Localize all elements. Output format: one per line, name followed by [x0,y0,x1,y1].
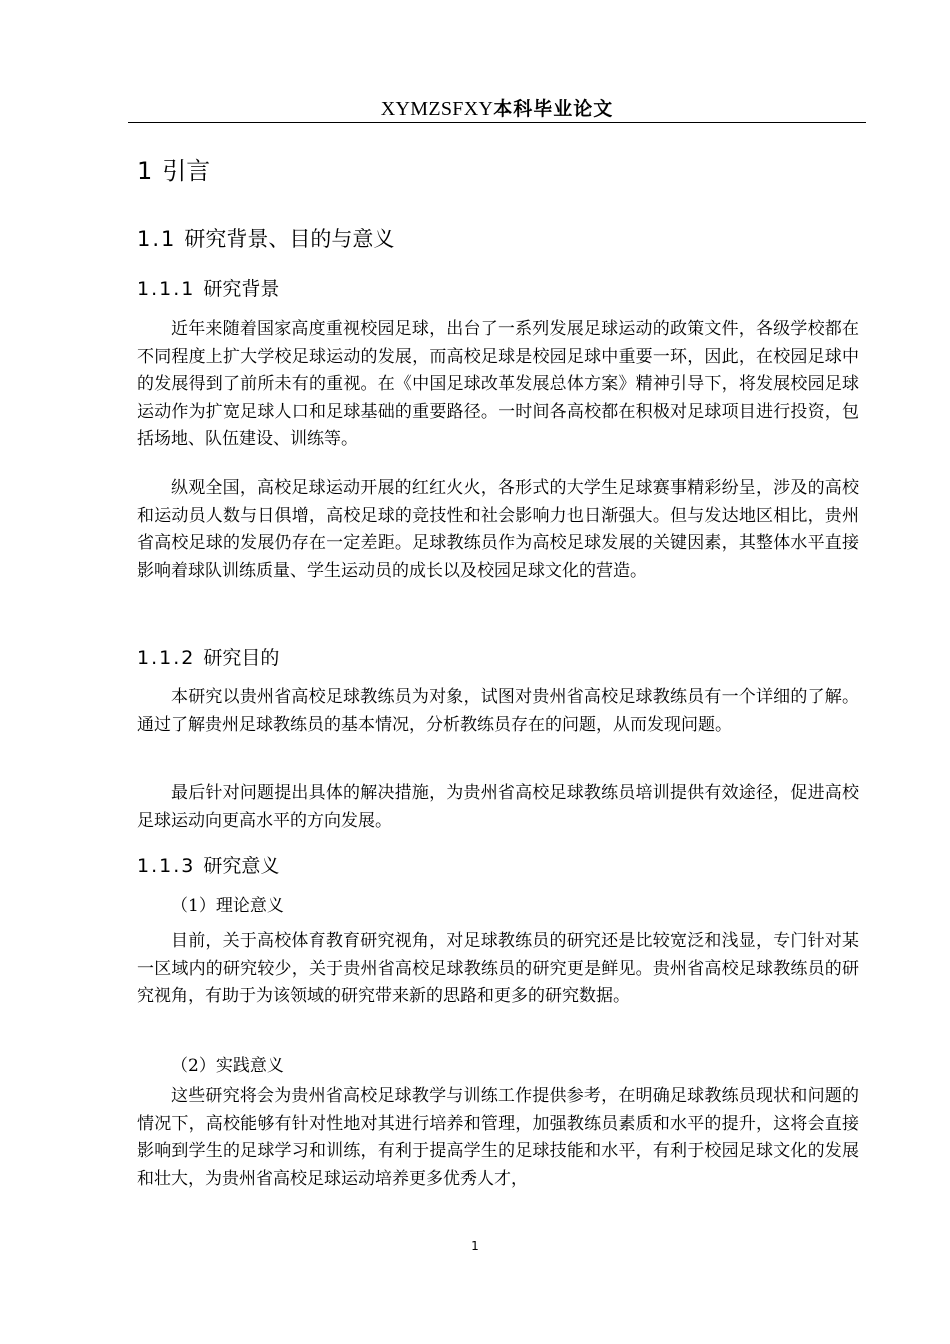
subsection-number: 1.1.2 [137,647,196,669]
subsection-heading-significance [137,853,279,879]
header-title-latin: XYMZSFXY [380,98,494,120]
chapter-title: 引言 [162,157,211,185]
header-rule [128,122,866,123]
practice-label: （2）实践意义 [171,1056,284,1076]
subsection-heading-background [137,276,279,302]
subsection-number: 1.1.1 [137,278,196,300]
header-title-cn: 本科毕业论文 [493,98,614,120]
chapter-heading [137,156,210,186]
paragraph: 近年来随着国家高度重视校园足球，出台了一系列发展足球运动的政策文件，各级学校都在不同程度上扩大学校足球运动的发展，而高校足球是校园足球中重要一环，因此，在校园足球中的发展得到了前所未有的重视。在《中国足球改革发展总体方案》精神引导下，将发展校园足球运动作为扩宽足球人口和足球基础的重要路径。一时间各高校都在积极对足球项目进行投资，包括场地、队伍建设、训练等。 [137,319,859,449]
subsection-title: 研究背景 [203,278,280,300]
section-heading [137,225,394,253]
paragraph: 这些研究将会为贵州省高校足球教学与训练工作提供参考，在明确足球教练员现状和问题的情况下，高校能够有针对性地对其进行培养和管理，加强教练员素质和水平的提升，这将会直接影响到学生的足球学习和训练，有利于提高学生的足球技能和水平，有利于校园足球文化的发展和壮大，为贵州省高校足球运动培养更多优秀人才， [137,1086,859,1189]
subsection-heading-purpose [137,645,279,671]
chapter-number: 1 [137,157,155,185]
paragraph: 最后针对问题提出具体的解决措施，为贵州省高校足球教练员培训提供有效途径，促进高校足球运动向更高水平的方向发展。 [137,783,859,831]
subsection-number: 1.1.3 [137,855,196,877]
paragraph: 本研究以贵州省高校足球教练员为对象，试图对贵州省高校足球教练员有一个详细的了解。通过了解贵州足球教练员的基本情况，分析教练员存在的问题，从而发现问题。 [137,687,859,735]
paragraph: 纵观全国，高校足球运动开展的红红火火，各形式的大学生足球赛事精彩纷呈，涉及的高校和运动员人数与日俱增，高校足球的竞技性和社会影响力也日渐强大。但与发达地区相比，贵州省高校足球的发展仍存在一定差距。足球教练员作为高校足球发展的关键因素，其整体水平直接影响着球队训练质量、学生运动员的成长以及校园足球文化的营造。 [137,478,859,581]
section-title: 研究背景、目的与意义 [184,227,395,251]
theory-label: （1）理论意义 [171,896,284,916]
paragraph: 目前，关于高校体育教育研究视角，对足球教练员的研究还是比较宽泛和浅显，专门针对某一区域内的研究较少，关于贵州省高校足球教练员的研究更是鲜见。贵州省高校足球教练员的研究视角，有助于为该领域的研究带来新的思路和更多的研究数据。 [137,931,859,1006]
page-header [128,94,866,123]
subsection-title: 研究意义 [203,855,280,877]
page-number: 1 [471,1239,479,1253]
subsection-title: 研究目的 [203,647,280,669]
section-number: 1.1 [137,227,177,251]
